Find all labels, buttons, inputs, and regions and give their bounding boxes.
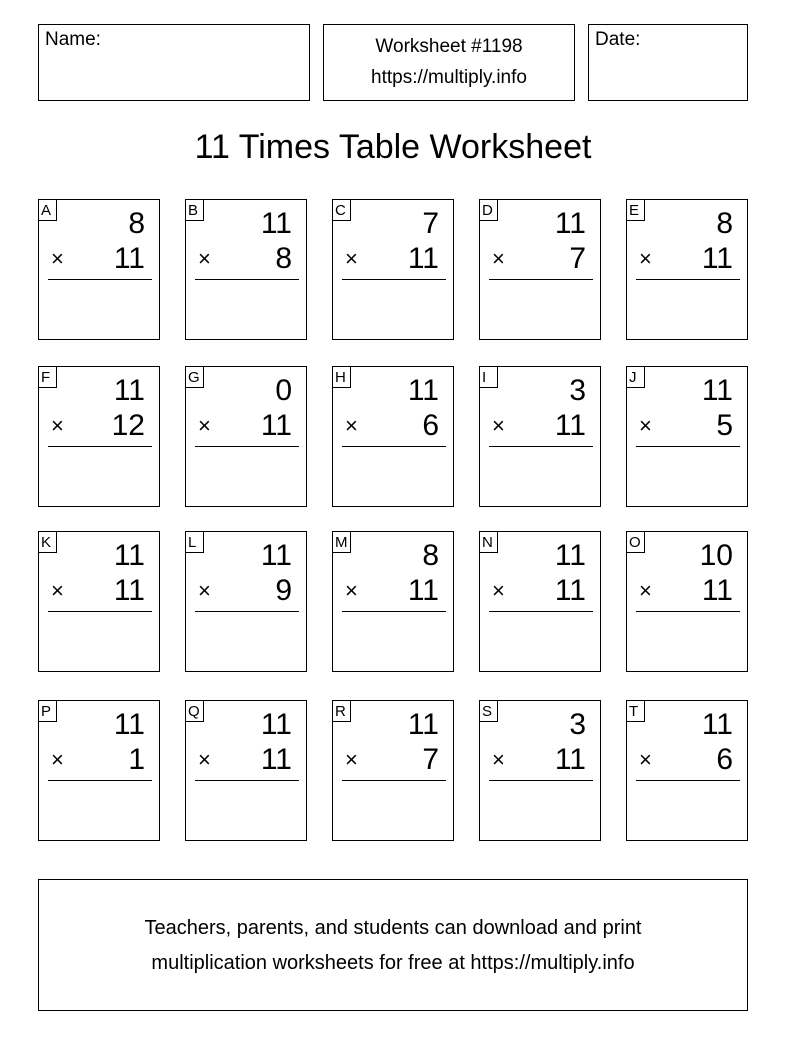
multiply-sign: × xyxy=(345,246,358,271)
problem-letter: L xyxy=(185,531,204,553)
problem-letter: E xyxy=(626,199,645,221)
multiply-sign: × xyxy=(345,747,358,772)
multiply-sign: × xyxy=(345,413,358,438)
answer-line xyxy=(48,611,152,612)
answer-line xyxy=(195,780,299,781)
page-title: 11 Times Table Worksheet xyxy=(194,128,592,166)
multiplicand: 11 xyxy=(701,708,733,741)
footer-line-2: multiplication worksheets for free at https://multiply.info xyxy=(151,952,635,974)
multiply-sign: × xyxy=(51,413,64,438)
multiply-sign: × xyxy=(345,578,358,603)
multiplier: 9 xyxy=(275,574,292,607)
multiplier: 12 xyxy=(111,409,145,442)
multiplier: 11 xyxy=(554,743,586,776)
multiplicand: 8 xyxy=(422,539,439,572)
multiplicand: 11 xyxy=(113,539,145,572)
answer-line xyxy=(342,279,446,280)
multiplier: 11 xyxy=(260,409,292,442)
multiplier: 11 xyxy=(407,574,439,607)
problem-letter: J xyxy=(626,366,645,388)
multiply-sign: × xyxy=(198,246,211,271)
name-label: Name: xyxy=(45,29,101,50)
multiply-sign: × xyxy=(492,246,505,271)
multiplier: 11 xyxy=(113,242,145,275)
problem-card[interactable] xyxy=(626,700,748,841)
multiply-sign: × xyxy=(198,413,211,438)
problem-letter: H xyxy=(332,366,351,388)
problem-card[interactable] xyxy=(185,531,307,672)
answer-line xyxy=(195,611,299,612)
problem-card[interactable] xyxy=(479,199,601,340)
problem-card[interactable] xyxy=(479,366,601,507)
footer-note xyxy=(38,879,748,1011)
problem-letter: O xyxy=(626,531,645,553)
multiplier: 11 xyxy=(554,409,586,442)
problem-letter: I xyxy=(479,366,498,388)
problem-letter: Q xyxy=(185,700,204,722)
answer-line xyxy=(636,446,740,447)
worksheet-info-box xyxy=(323,24,575,101)
multiplicand: 3 xyxy=(569,374,586,407)
problem-letter: A xyxy=(38,199,57,221)
problem-letter: R xyxy=(332,700,351,722)
answer-line xyxy=(489,611,593,612)
multiply-sign: × xyxy=(51,578,64,603)
multiply-sign: × xyxy=(639,246,652,271)
multiplicand: 11 xyxy=(554,539,586,572)
answer-line xyxy=(489,446,593,447)
date-field[interactable] xyxy=(588,24,748,101)
problem-card[interactable] xyxy=(332,700,454,841)
multiplier: 8 xyxy=(275,242,292,275)
problem-card[interactable] xyxy=(626,366,748,507)
multiplicand: 11 xyxy=(260,539,292,572)
multiplier: 11 xyxy=(554,574,586,607)
multiplier: 7 xyxy=(569,242,586,275)
multiply-sign: × xyxy=(492,578,505,603)
problem-card[interactable] xyxy=(38,531,160,672)
problem-card[interactable] xyxy=(626,199,748,340)
multiplicand: 11 xyxy=(554,207,586,240)
problem-letter: K xyxy=(38,531,57,553)
answer-line xyxy=(342,446,446,447)
multiply-sign: × xyxy=(639,747,652,772)
multiplicand: 11 xyxy=(113,374,145,407)
multiplier: 7 xyxy=(422,743,439,776)
multiplicand: 11 xyxy=(260,708,292,741)
multiplier: 11 xyxy=(701,242,733,275)
footer-line-1: Teachers, parents, and students can download and print xyxy=(144,917,642,939)
answer-line xyxy=(636,780,740,781)
multiplier: 5 xyxy=(716,409,733,442)
problem-card[interactable] xyxy=(185,700,307,841)
problem-card[interactable] xyxy=(479,531,601,672)
answer-line xyxy=(48,446,152,447)
problem-letter: C xyxy=(332,199,351,221)
multiplier: 11 xyxy=(260,743,292,776)
problem-letter: D xyxy=(479,199,498,221)
problem-letter: S xyxy=(479,700,498,722)
answer-line xyxy=(342,611,446,612)
problem-card[interactable] xyxy=(479,700,601,841)
problem-letter: G xyxy=(185,366,204,388)
answer-line xyxy=(636,611,740,612)
problem-letter: F xyxy=(38,366,57,388)
problem-letter: M xyxy=(332,531,351,553)
multiply-sign: × xyxy=(639,413,652,438)
problem-card[interactable] xyxy=(626,531,748,672)
problem-card[interactable] xyxy=(185,366,307,507)
multiplicand: 11 xyxy=(113,708,145,741)
multiply-sign: × xyxy=(198,578,211,603)
multiplicand: 11 xyxy=(407,374,439,407)
multiplicand: 11 xyxy=(701,374,733,407)
multiplier: 11 xyxy=(701,574,733,607)
problem-card[interactable] xyxy=(332,199,454,340)
multiplicand: 10 xyxy=(699,539,733,572)
problem-card[interactable] xyxy=(38,199,160,340)
name-field[interactable] xyxy=(38,24,310,101)
problem-card[interactable] xyxy=(38,700,160,841)
multiplier: 6 xyxy=(422,409,439,442)
multiplicand: 11 xyxy=(407,708,439,741)
multiply-sign: × xyxy=(492,413,505,438)
problem-letter: B xyxy=(185,199,204,221)
answer-line xyxy=(48,279,152,280)
problem-letter: P xyxy=(38,700,57,722)
multiplier: 11 xyxy=(113,574,145,607)
problem-letter: T xyxy=(626,700,645,722)
date-label: Date: xyxy=(595,29,641,50)
answer-line xyxy=(342,780,446,781)
multiplicand: 11 xyxy=(260,207,292,240)
answer-line xyxy=(489,780,593,781)
multiply-sign: × xyxy=(198,747,211,772)
answer-line xyxy=(489,279,593,280)
multiply-sign: × xyxy=(51,747,64,772)
multiplier: 1 xyxy=(128,743,145,776)
answer-line xyxy=(636,279,740,280)
multiplier: 11 xyxy=(407,242,439,275)
worksheet-number: Worksheet #1198 xyxy=(375,36,523,57)
answer-line xyxy=(195,446,299,447)
multiply-sign: × xyxy=(492,747,505,772)
multiply-sign: × xyxy=(51,246,64,271)
problem-card[interactable] xyxy=(332,531,454,672)
multiplicand: 8 xyxy=(128,207,145,240)
answer-line xyxy=(195,279,299,280)
worksheet-url: https://multiply.info xyxy=(371,67,527,88)
multiplicand: 7 xyxy=(422,207,439,240)
problem-card[interactable] xyxy=(38,366,160,507)
problem-card[interactable] xyxy=(332,366,454,507)
multiply-sign: × xyxy=(639,578,652,603)
multiplicand: 0 xyxy=(275,374,292,407)
multiplier: 6 xyxy=(716,743,733,776)
multiplicand: 8 xyxy=(716,207,733,240)
problem-card[interactable] xyxy=(185,199,307,340)
answer-line xyxy=(48,780,152,781)
multiplicand: 3 xyxy=(569,708,586,741)
problem-letter: N xyxy=(479,531,498,553)
